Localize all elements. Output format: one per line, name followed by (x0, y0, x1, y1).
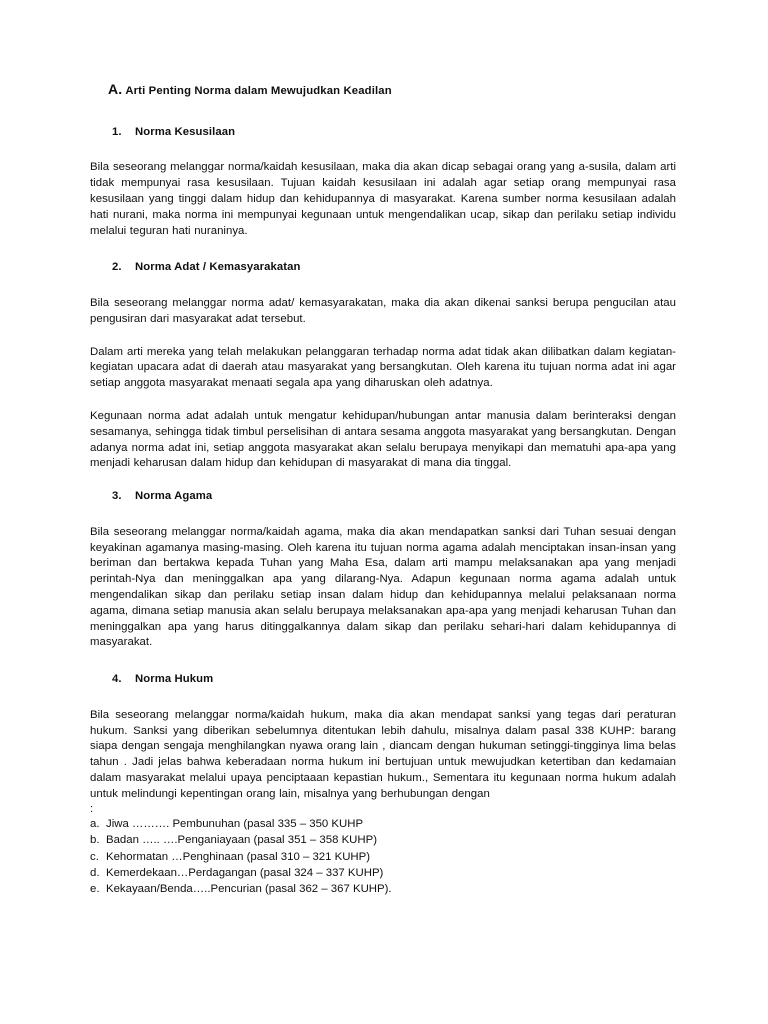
list-text: Kehormatan …Penghinaan (pasal 310 – 321 KUHP) (106, 850, 371, 863)
spacer (90, 99, 676, 125)
section-4-colon: : (90, 802, 94, 815)
pasal-list (90, 816, 676, 896)
list-text: Badan ….. ….Penganiayaan (pasal 351 – 358 KUHP) (106, 834, 378, 847)
section-number-2: 2. (112, 261, 122, 274)
section-2-paragraph-1: Bila seseorang melanggar norma adat/ kemasyarakatan, maka dia akan dikenai sanksi berupa pengucilan atau pengusiran dari masyarakat adat tersebut. (90, 297, 676, 325)
section-heading-3 (112, 489, 676, 504)
section-2-paragraph-2: Dalam arti mereka yang telah melakukan pelanggaran terhadap norma adat tidak akan dilibatkan dalam kegiatan-kegiatan upacara adat di daerah atau masyarakat yang bersangkutan. Oleh karena itu tujuan norma adat ini agar setiap anggota masyarakat menaati segala apa yang diharuskan oleh adatnya. (90, 345, 676, 390)
spacer (90, 239, 676, 260)
list-marker: d. (90, 866, 100, 879)
list-item (90, 865, 676, 881)
list-text: Kekayaan/Benda…..Pencurian (pasal 362 – 367 KUHP). (106, 882, 392, 895)
section-title-4: Norma Hukum (135, 673, 214, 686)
section-number-1: 1. (112, 125, 122, 138)
section-heading-2 (112, 260, 676, 275)
list-text: Kemerdekaan…Perdagangan (pasal 324 – 337 KUHP) (106, 866, 384, 879)
document-content (90, 80, 676, 897)
page-title-text: Arti Penting Norma dalam Mewujudkan Keadilan (125, 85, 392, 97)
spacer (90, 139, 676, 160)
list-item (90, 849, 676, 865)
spacer (90, 651, 676, 672)
section-number-3: 3. (112, 490, 122, 503)
section-4-paragraph-1: Bila seseorang melanggar norma/kaidah hukum, maka dia akan mendapat sanksi yang tegas dari peraturan hukum. Sanksi yang diberikan sebelumnya ditentukan lebih dahulu, misalnya dalam pasal 338 KUHP: barang siapa dengan sengaja menghilangkan nyawa orang lain , diancam dengan hukuman setinggi-tingginya lima belas tahun . Jadi jelas bahwa keberadaan norma hukum ini bertujuan untuk mewujudkan ketertiban dan kedamaian dalam masyarakat melalui upaya penciptaaan kepastian hukum., Sementara itu kegunaan norma hukum adalah untuk melindungi kepentingan orang lain, misalnya yang berhubungan dengan (90, 708, 676, 800)
spacer (90, 328, 676, 345)
spacer (90, 504, 676, 525)
list-item (90, 881, 676, 897)
spacer (90, 392, 676, 409)
list-item (90, 832, 676, 848)
list-item (90, 816, 676, 832)
section-2-paragraph-3: Kegunaan norma adat adalah untuk mengatur kehidupan/hubungan antar manusia dalam berinteraksi dengan sesamanya, sehingga tidak timbul perselisihan di antara sesama anggota masyarakat yang bersangkutan. Dengan adanya norma adat ini, setiap anggota masyarakat akan selalu berupaya menyikapi dan mematuhi apa-apa yang menjadi keharusan dalam hidup dan kehidupan di masyarakat di mana dia tinggal. (90, 409, 676, 470)
spacer (90, 472, 676, 489)
section-1-paragraph-1: Bila seseorang melanggar norma/kaidah kesusilaan, maka dia akan dicap sebagai orang yang a-susila, dalam arti tidak mempunyai rasa kesusilaan. Tujuan kaidah kesusilaan ini adalah agar setiap orang mempunyai rasa kesusilaan yang tinggi dalam hidup dan kehidupannya di masyarakat. Karena sumber norma kesusilaan adalah hati nurani, maka norma ini mempunyai kegunaan untuk mengendalikan ucap, sikap dan perilaku setiap individu melalui teguran hati nuraninya. (90, 161, 676, 237)
list-marker: b. (90, 834, 100, 847)
section-title-3: Norma Agama (135, 490, 213, 503)
list-marker: a. (90, 818, 100, 831)
list-marker: c. (90, 850, 99, 863)
list-text: Jiwa ………. Pembunuhan (pasal 335 – 350 KUHP (106, 818, 364, 831)
page-title (108, 80, 676, 99)
page-title-letter: A. (108, 81, 123, 97)
section-3-paragraph-1: Bila seseorang melanggar norma/kaidah agama, maka dia akan mendapatkan sanksi dari Tuhan sesuai dengan keyakinan agamanya masing-masing. Oleh karena itu tujuan norma agama adalah menciptakan insan-insan yang beriman dan bertakwa kepada Tuhan yang Maha Esa, dalam arti mampu melaksanakan apa yang menjadi perintah-Nya dan meninggalkan apa yang dilarang-Nya. Adapun kegunaan norma agama adalah untuk mengendalikan sikap dan perilaku setiap insan dalam hidup dan kehidupannya melalui pelaksanaan norma agama, dimana setiap manusia akan selalu berupaya melaksanakan apa-apa yang menjadi keharusan Tuhan dan meninggalkan apa yang harus ditinggalkannya dalam sikap dan perilaku sehari-hari dalam kehidupannya di masyarakat. (90, 525, 676, 649)
section-heading-4 (112, 672, 676, 687)
section-title-1: Norma Kesusilaan (135, 125, 236, 138)
section-heading-1 (112, 125, 676, 140)
section-number-4: 4. (112, 673, 122, 686)
section-title-2: Norma Adat / Kemasyarakatan (135, 261, 301, 274)
spacer (90, 687, 676, 708)
list-marker: e. (90, 882, 100, 895)
spacer (90, 275, 676, 296)
